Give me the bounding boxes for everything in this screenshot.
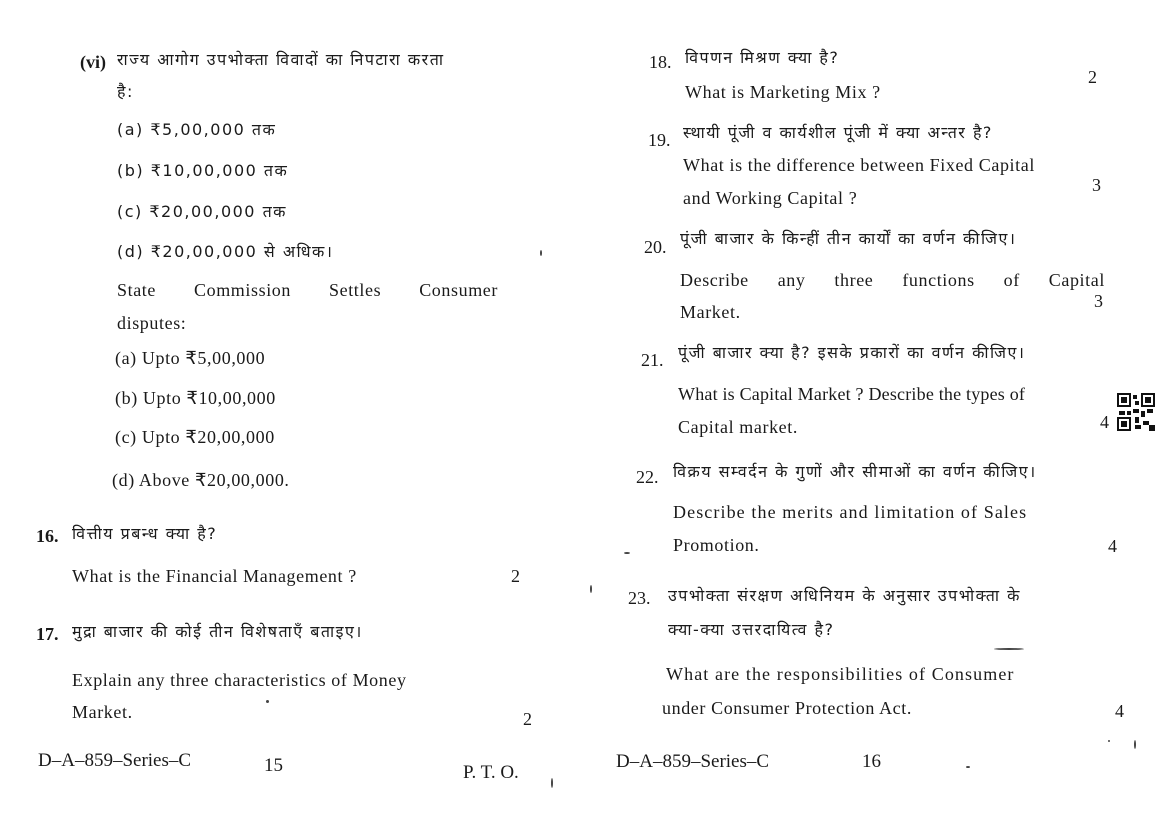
q15-hindi-option-a: (a) ₹5,00,000 तक — [117, 120, 277, 139]
q20-english-line2: Market. — [680, 302, 741, 322]
footer-page-number: 15 — [264, 755, 283, 776]
q20-english-line1 — [680, 270, 1105, 292]
left-page — [0, 0, 584, 827]
scan-speck — [1134, 740, 1136, 749]
q20-marks: 3 — [1094, 291, 1103, 311]
footer-page-number: 16 — [862, 751, 881, 772]
q20-english-word: any — [777, 270, 806, 290]
q15-hindi-line1: राज्य आगोग उपभोक्ता विवादों का निपटारा करता — [117, 50, 445, 69]
q22-english-line2: Promotion. — [673, 535, 760, 555]
q19-marks: 3 — [1092, 175, 1101, 195]
scan-speck — [266, 700, 269, 703]
q15-english-word: Consumer — [419, 280, 498, 300]
q23-number: 23. — [628, 588, 651, 608]
q15-hindi-option-d: (d) ₹20,00,000 से अधिक। — [117, 242, 334, 261]
scan-speck — [590, 585, 592, 593]
q17-english-line1: Explain any three characteristics of Money — [72, 670, 407, 690]
q17-marks: 2 — [523, 709, 532, 729]
q22-english-line1: Describe the merits and limitation of Sales — [673, 502, 1028, 522]
q16-hindi: वित्तीय प्रबन्ध क्या है? — [72, 524, 218, 543]
q16-number: 16. — [36, 526, 59, 546]
q15-english-line2: disputes: — [117, 313, 187, 333]
q20-hindi: पूंजी बाजार के किन्हीं तीन कार्यों का वर्णन कीजिए। — [680, 229, 1017, 248]
q20-number: 20. — [644, 237, 667, 257]
q20-english-word: Describe — [680, 270, 749, 290]
q15-part-label: (vi) — [80, 52, 106, 72]
q15-english-option-c: (c) Upto ₹20,00,000 — [115, 427, 275, 447]
q17-english-line2: Market. — [72, 702, 133, 722]
q15-english-line1 — [117, 280, 498, 302]
q18-hindi: विपणन मिश्रण क्या है? — [685, 48, 840, 67]
q15-english-word: Commission — [193, 280, 292, 300]
q22-number: 22. — [636, 467, 659, 487]
scan-speck — [624, 552, 630, 554]
q18-marks: 2 — [1088, 67, 1097, 87]
q21-hindi: पूंजी बाजार क्या है? इसके प्रकारों का वर्णन कीजिए। — [678, 343, 1026, 362]
q15-hindi-option-c: (c) ₹20,00,000 तक — [117, 202, 287, 221]
scan-speck — [966, 766, 970, 768]
scan-speck — [551, 778, 553, 788]
q15-english-word: State — [117, 280, 156, 300]
footer-series-code: D–A–859–Series–C — [616, 751, 770, 772]
q18-number: 18. — [649, 52, 672, 72]
q21-english-line2: Capital market. — [678, 417, 798, 437]
q16-marks: 2 — [511, 566, 520, 586]
q20-english-word: of — [1003, 270, 1020, 290]
q15-hindi-option-b: (b) ₹10,00,000 तक — [117, 161, 289, 180]
scan-speck — [994, 648, 1024, 650]
q15-english-word: Settles — [329, 280, 382, 300]
footer-pto: P. T. O. — [463, 762, 519, 783]
q23-english-line2: under Consumer Protection Act. — [662, 698, 912, 718]
scan-speck — [1108, 740, 1110, 742]
q23-english-line1: What are the responsibilities of Consumer — [666, 664, 1015, 684]
scan-speck — [540, 250, 542, 256]
q21-number: 21. — [641, 350, 664, 370]
q20-english-word: functions — [902, 270, 975, 290]
q15-hindi-line2: है: — [117, 82, 134, 101]
q23-marks: 4 — [1115, 701, 1124, 721]
q17-hindi: मुद्रा बाजार की कोई तीन विशेषताएँ बताइए। — [72, 622, 363, 641]
q21-marks: 4 — [1100, 412, 1109, 432]
q19-english-line1: What is the difference between Fixed Capital — [683, 155, 1035, 175]
q23-hindi-line2: क्या-क्या उत्तरदायित्व है? — [668, 620, 835, 639]
q20-english-word: three — [834, 270, 874, 290]
right-page — [584, 0, 1169, 827]
q20-english-word: Capital — [1048, 270, 1105, 290]
q15-english-option-b: (b) Upto ₹10,00,000 — [115, 388, 276, 408]
q22-hindi: विक्रय सम्वर्दन के गुणों और सीमाओं का वर्णन कीजिए। — [673, 462, 1037, 481]
q21-english-line1: What is Capital Market ? Describe the types of — [678, 384, 1026, 404]
q15-english-option-a: (a) Upto ₹5,00,000 — [115, 348, 266, 368]
q22-marks: 4 — [1108, 536, 1117, 556]
q15-english-option-d: (d) Above ₹20,00,000. — [112, 470, 290, 490]
q18-english: What is Marketing Mix ? — [685, 82, 881, 102]
q17-number: 17. — [36, 624, 59, 644]
q19-english-line2: and Working Capital ? — [683, 188, 858, 208]
q16-english: What is the Financial Management ? — [72, 566, 357, 586]
qr-code-icon — [1117, 393, 1155, 431]
q19-number: 19. — [648, 130, 671, 150]
q19-hindi: स्थायी पूंजी व कार्यशील पूंजी में क्या अन्तर है? — [683, 123, 993, 142]
footer-series-code: D–A–859–Series–C — [38, 750, 192, 771]
q23-hindi-line1: उपभोक्ता संरक्षण अधिनियम के अनुसार उपभोक्ता के — [668, 586, 1021, 605]
